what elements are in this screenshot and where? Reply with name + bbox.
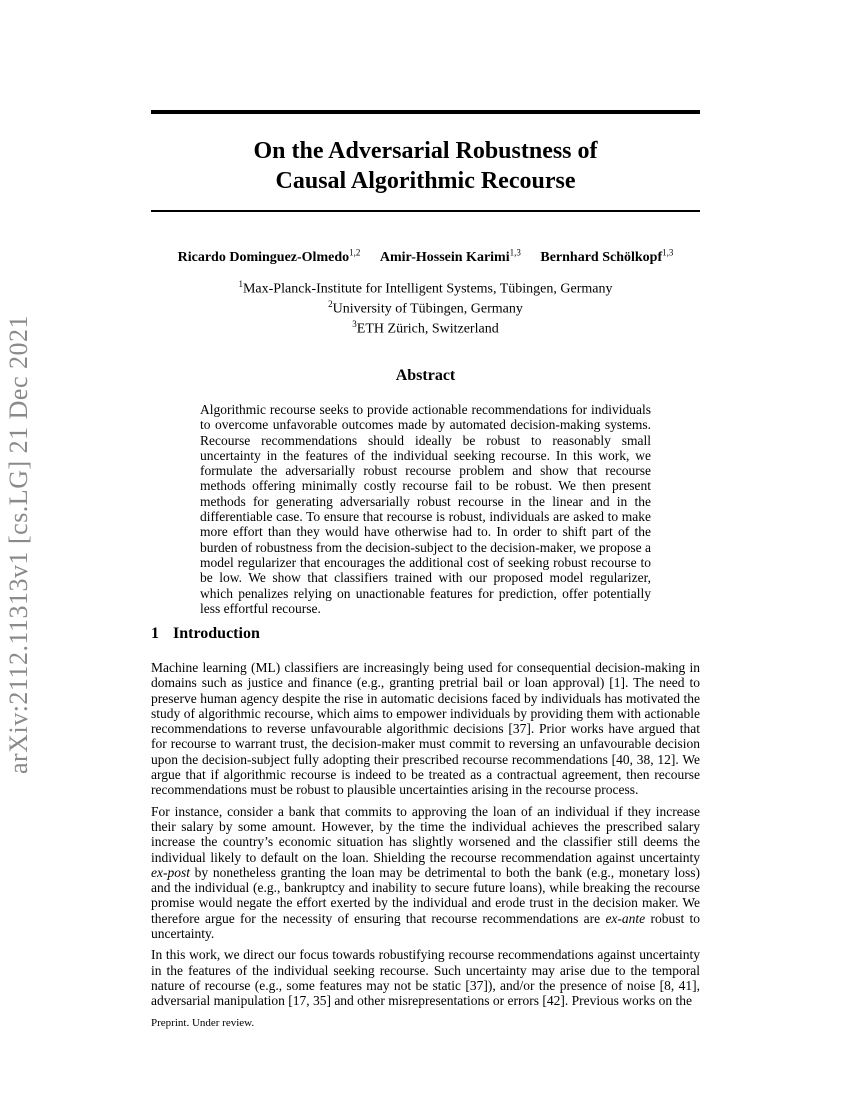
affiliation — [151, 317, 700, 337]
abstract-heading: Abstract — [395, 367, 456, 384]
author — [540, 247, 674, 265]
affiliation-text: Max-Planck-Institute for Intelligent Systems, Tübingen, Germany — [242, 281, 613, 297]
affiliation-text: ETH Zürich, Switzerland — [356, 321, 499, 337]
abstract-text: Algorithmic recourse seeks to provide actionable recommendations for individuals to overcome unfavorable outcomes made by automated decision-making systems. Recourse recommendations should ideally be robust to reasonably small uncertainty in the features of the individual seeking recourse. In this work, we formulate the adversarially robust recourse problem and show that recourse methods offering minimally costly recourse fail to be robust. We then present methods for generating adversarially robust recourse in the linear and in the differentiable case. To ensure that recourse is robust, individuals are asked to make more effort than they would have otherwise had to. In order to shift part of the burden of robustness from the decision-subject to the decision-maker, we propose a model regularizer that encourages the additional cost of seeking robust recourse to be low. We show that classifiers trained with our proposed model regularizer, which penalizes relying on unactionable features for prediction, offer potentially less effortful recourse. — [200, 402, 651, 616]
section-number: 1 — [151, 625, 159, 642]
author-affiliation-marker: 1,3 — [509, 247, 521, 257]
paragraph: Machine learning (ML) classifiers are increasingly being used for consequential decision-making in domains such as justice and finance (e.g., granting pretrial bail or loan approval) [1]. The need to preserve human agency despite the rise in automatic decisions faced by individuals has motivated the study of algorithmic recourse, which aims to empower individuals by providing them with actionable recommendations to reverse unfavourable algorithmic decisions [37]. Prior works have argued that for recourse to warrant trust, the decision-maker must commit to reversing an unfavourable decision upon the decision-subject fully adopting their prescribed recourse recommendations [40, 38, 12]. We argue that if algorithmic recourse is indeed to be treated as a contractual agreement, then recourse recommendations must be robust to plausible uncertainties arising in the recourse process. — [151, 660, 700, 798]
paragraph-text: robust to uncertainty. — [151, 910, 700, 942]
title-line: Causal Algorithmic Recourse — [275, 168, 576, 194]
author-name: Bernhard Schölkopf — [540, 249, 663, 265]
affiliation — [151, 297, 700, 317]
author-list — [151, 247, 700, 266]
paper-title — [151, 136, 700, 196]
author-affiliation-marker: 1,3 — [662, 247, 674, 257]
title-top-rule — [151, 110, 700, 114]
author — [177, 247, 361, 265]
section-title: Introduction — [173, 625, 260, 642]
arxiv-identifier: arXiv:2112.11313v1 [cs.LG] 21 Dec 2021 — [4, 315, 33, 775]
title-bottom-rule — [151, 210, 700, 212]
author-affiliation-marker: 1,2 — [349, 247, 361, 257]
author-name: Amir-Hossein Karimi — [379, 249, 510, 265]
author — [379, 247, 521, 265]
affiliation-marker: 1 — [238, 279, 243, 289]
author-name: Ricardo Dominguez-Olmedo — [177, 249, 350, 265]
emphasis-text: ex-post — [151, 864, 190, 880]
paragraph — [151, 804, 700, 942]
introduction-body — [151, 660, 700, 1015]
affiliation-marker: 3 — [352, 319, 357, 330]
paragraph-text: by nonetheless granting the loan may be detrimental to both the bank (e.g., monetary loss) and the individual (e.g., bankruptcy and inability to secure future loans), while breaking the recourse promise would negate the effort exerted by the individual and erode trust in the decision maker. We therefore argue for the necessity of ensuring that recourse recommendations are — [151, 864, 700, 926]
affiliation-marker: 2 — [328, 299, 333, 310]
paragraph: In this work, we direct our focus towards robustifying recourse recommendations against uncertainty in the features of the individual seeking recourse. Such uncertainty may arise due to the temporal nature of recourse (e.g., some features may not be static [37]), and/or the presence of noise [8, 41], adversarial manipulation [17, 35] and other misrepresentations or errors [42]. Previous works on the — [151, 947, 700, 1009]
title-line: On the Adversarial Robustness of — [253, 138, 598, 164]
footer-note: Preprint. Under review. — [151, 1017, 255, 1029]
affiliation-list — [151, 277, 700, 337]
affiliation-text: University of Tübingen, Germany — [332, 301, 523, 317]
paragraph-text: For instance, consider a bank that commits to approving the loan of an individual if they increase their salary by some amount. However, by the time the individual achieves the prescribed salary increase the country’s economic situation has slightly worsened and the classifier still deems the individual likely to default on the loan. Shielding the recourse recommendation against uncertainty — [151, 803, 700, 865]
emphasis-text: ex-ante — [605, 910, 646, 926]
affiliation — [151, 277, 700, 297]
section-heading — [151, 625, 260, 643]
